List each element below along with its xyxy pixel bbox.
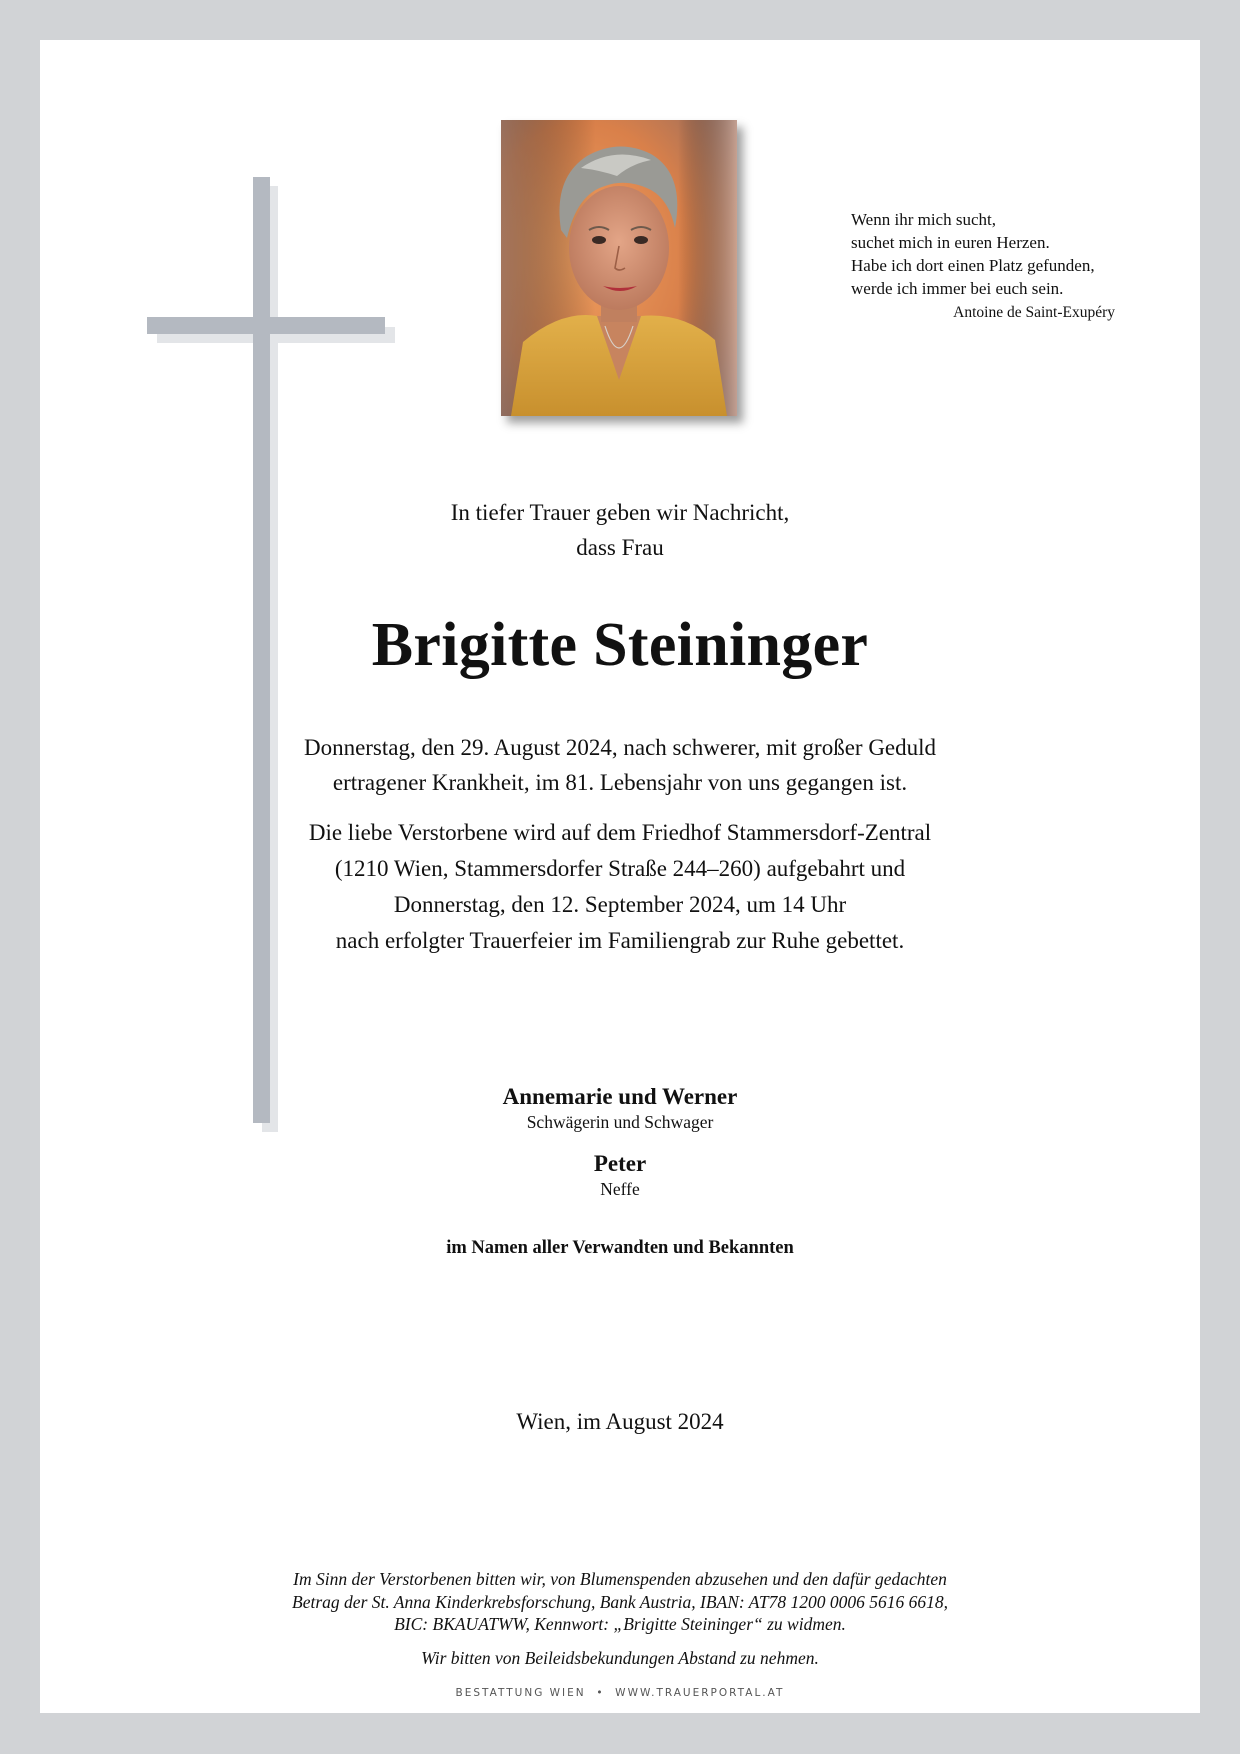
- mourner-entry: [40, 1150, 1200, 1200]
- mourner-name: Annemarie und Werner: [502, 1084, 738, 1109]
- deceased-name: Brigitte Steininger: [371, 611, 869, 679]
- mourner-relation: Neffe: [600, 1179, 640, 1199]
- quote-block: [851, 208, 1141, 324]
- portrait-illustration: [501, 120, 737, 416]
- funeral-line-3: Donnerstag, den 12. September 2024, um 14 Uhr: [393, 892, 847, 917]
- quote-author: Antoine de Saint-Exupéry: [953, 304, 1115, 321]
- funeral-line-1: Die liebe Verstorbene wird auf dem Friedhof Stammersdorf-Zentral: [308, 820, 932, 845]
- death-line-1: Donnerstag, den 29. August 2024, nach schwerer, mit großer Geduld: [303, 735, 937, 760]
- portrait-photo: [501, 120, 737, 416]
- quote-line: werde ich immer bei euch sein.: [851, 279, 1064, 298]
- quote-line: suchet mich in euren Herzen.: [851, 233, 1050, 252]
- funeral-line-4: nach erfolgter Trauerfeier im Familiengrab zur Ruhe gebettet.: [335, 928, 905, 953]
- intro-text: [40, 495, 1200, 565]
- intro-line-1: In tiefer Trauer geben wir Nachricht,: [450, 500, 790, 525]
- donation-line-3: BIC: BKAUATWW, Kennwort: „Brigitte Steininger“ zu widmen.: [394, 1614, 846, 1634]
- intro-line-2: dass Frau: [576, 535, 664, 560]
- footer-credit: BESTATTUNG WIEN • WWW.TRAUERPORTAL.AT: [455, 1687, 785, 1699]
- obituary-sheet: [40, 40, 1200, 1713]
- donation-note: [40, 1568, 1200, 1636]
- on-behalf-text: im Namen aller Verwandten und Bekannten: [446, 1238, 794, 1258]
- mourner-relation: Schwägerin und Schwager: [526, 1112, 714, 1132]
- quote-line: Habe ich dort einen Platz gefunden,: [851, 256, 1095, 275]
- death-line-2: ertragener Krankheit, im 81. Lebensjahr von uns gegangen ist.: [332, 770, 908, 795]
- donation-line-2: Betrag der St. Anna Kinderkrebsforschung, Bank Austria, IBAN: AT78 1200 0006 5616 6618,: [292, 1591, 948, 1612]
- place-date: Wien, im August 2024: [516, 1409, 724, 1434]
- funeral-line-2: (1210 Wien, Stammersdorfer Straße 244–260) aufgebahrt und: [334, 856, 906, 881]
- mourner-name: Peter: [593, 1151, 647, 1176]
- mourner-entry: [40, 1083, 1200, 1133]
- funeral-details: [40, 815, 1200, 959]
- death-announcement: [40, 730, 1200, 800]
- condolence-note: Wir bitten von Beileidsbekundungen Abstand zu nehmen.: [421, 1648, 819, 1668]
- cross-horizontal-beam: [147, 317, 385, 334]
- quote-line: Wenn ihr mich sucht,: [851, 210, 996, 229]
- donation-line-1: Im Sinn der Verstorbenen bitten wir, von Blumenspenden abzusehen und den dafür gedachten: [293, 1569, 947, 1589]
